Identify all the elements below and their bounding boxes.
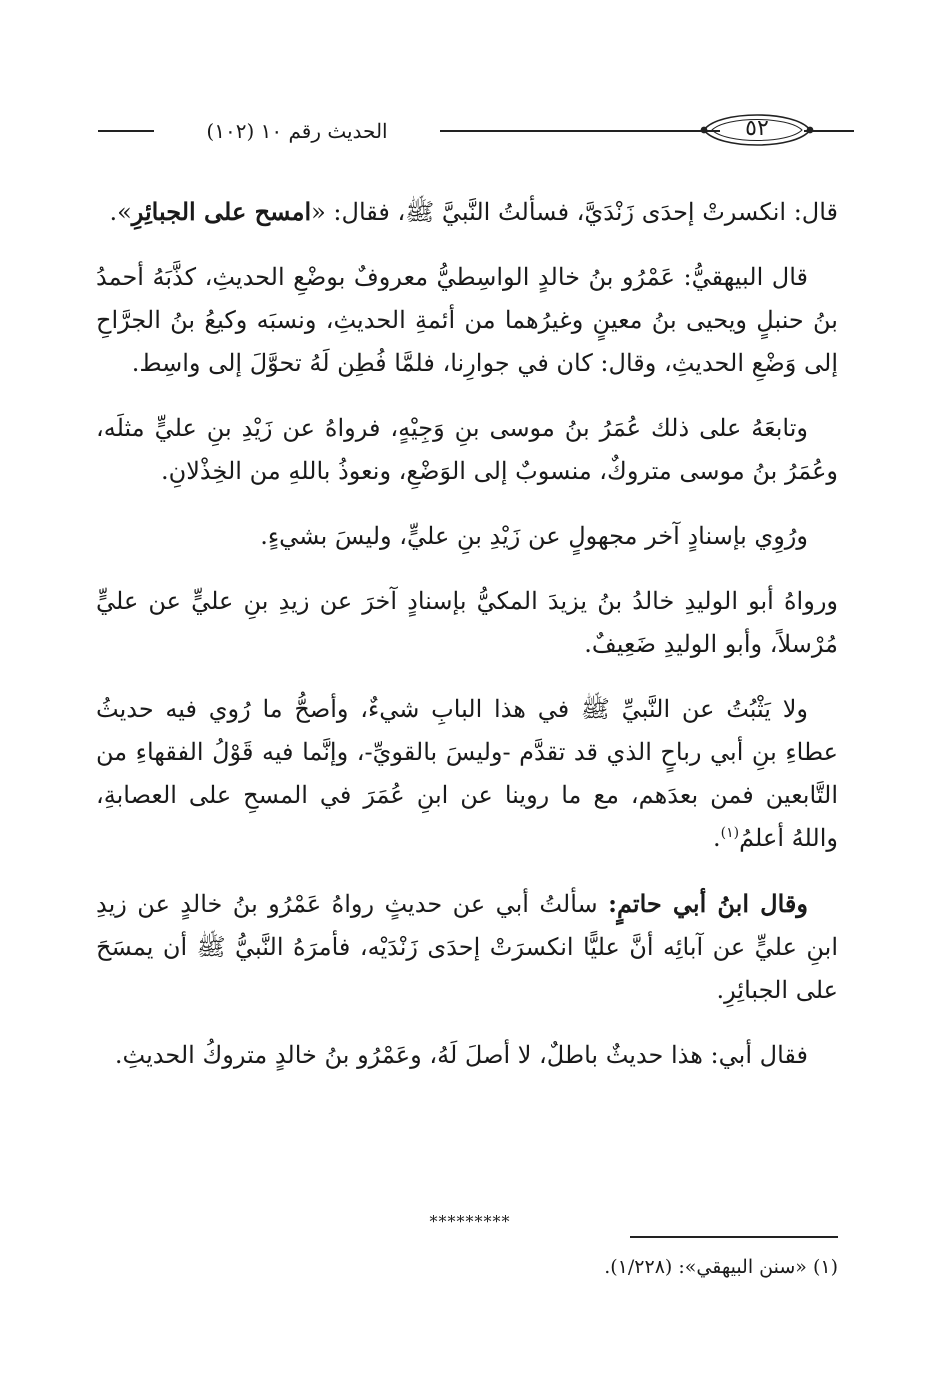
paragraph (96, 688, 838, 860)
header-rule-right (804, 130, 854, 132)
paragraph: فقال أبي: هذا حديثٌ باطلٌ، لا أصلَ لَهُ، وعَمْرُو بنُ خالدٍ متروكُ الحديثِ. (114, 1041, 808, 1069)
header-rule-left (98, 130, 154, 132)
footnote-reference[interactable]: (١) (720, 825, 740, 841)
paragraph-text: سألتُ أبي عن حديثٍ رواهُ عَمْرُو بنُ خالدٍ عن زيدِ ابنِ عليٍّ عن آبائِه أنَّ عليًّا انكسرَتْ إحدَى زَنْدَيْه، فأمرَهُ النَّبيُّ ﷺ أن يمسَحَ على الجبائِرِ. (96, 890, 838, 1004)
header-rule-middle (440, 130, 720, 132)
page-number-ornament (698, 106, 816, 154)
paragraph: وتابعَهُ على ذلك عُمَرُ بنُ موسى بنِ وَجِيْهٍ، فرواهُ عن زَيْدِ بنِ عليٍّ مثلَه، وعُمَرُ بنُ موسى متروكٌ، منسوبٌ إلى الوَضْعِ، ونعوذُ باللهِ من الخِذْلانِ. (96, 414, 838, 485)
footnote: (١) «سنن البيهقي»: (١/٢٢٨). (604, 1256, 838, 1278)
hadith-quote: امسح على الجبائِرِ (131, 197, 312, 226)
paragraph-text: ولا يَثْبُتُ عن النَّبيِّ ﷺ في هذا البابِ شيءٌ، وأصحُّ ما رُوي فيه حديثُ عطاءِ بنِ أبي رباحٍ الذي قد تقدَّم -وليسَ بالقويِّ-، وإنَّما فيه قَوْلُ الفقهاءِ من التَّابعين فمن بعدَهم، مع ما روينا عن ابنِ عُمَرَ في المسحِ على العصابةِ، واللهُ أعلمُ (96, 695, 839, 852)
running-title: الحديث رقم ١٠ (١٠٢) (206, 119, 388, 143)
paragraph (96, 190, 838, 234)
paragraph: قال البيهقيُّ: عَمْرُو بنُ خالدٍ الواسِطيُّ معروفٌ بوضْعِ الحديثِ، كذَّبَهُ أحمدُ بنُ حنبلٍ ويحيى بنُ معينٍ وغيرُهما من أئمةِ الحديثِ، ونسبَه وكيعُ بنُ الجرَّاحِ إلى وَضْعِ الحديثِ، وقال: كان في جوارِنا، فلمَّا فُطِن لَهُ تحوَّلَ إلى واسِط. (96, 263, 838, 377)
footnote-rule (630, 1236, 838, 1238)
main-text (96, 190, 838, 1099)
page-number: ٥٢ (745, 116, 769, 141)
source-heading: وقال ابنُ أبي حاتمٍ: (608, 889, 808, 918)
paragraph-text: ». (109, 198, 132, 226)
paragraph: ورواهُ أبو الوليدِ خالدُ بنُ يزيدَ المكيُّ بإسنادٍ آخرَ عن زيدِ بنِ عليٍّ عن عليٍّ مُرْسلاً، وأبو الوليدِ ضَعِيفٌ. (96, 587, 838, 658)
page-header (98, 106, 834, 156)
paragraph: ورُوِي بإسنادٍ آخر مجهولٍ عن زَيْدِ بنِ عليٍّ، وليسَ بشيءٍ. (260, 522, 808, 550)
paragraph-text: . (712, 824, 721, 852)
paragraph (96, 882, 838, 1012)
paragraph-text: قال: انكسرتْ إحدَى زَنْدَيَّ، فسألتُ النَّبيَّ ﷺ، فقال: « (311, 198, 838, 226)
section-separator: ********* (429, 1212, 511, 1231)
